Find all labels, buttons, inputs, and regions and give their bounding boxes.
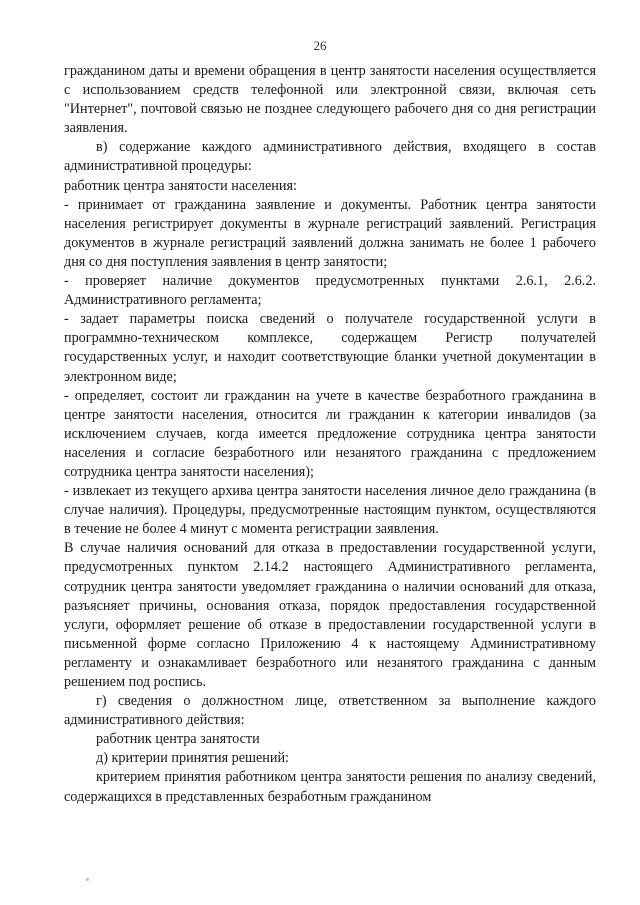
paragraph-extracts-archive: - извлекает из текущего архива центра занятости населения личное дело гражданина (в случае наличия). Процедуры, предусмотренные настоящим пунктом, осуществляются в течение не более 4 минут с момента регистрации заявления. — [64, 483, 596, 538]
paragraph-decision-criterion: критерием принятия работником центра занятости решения по анализу сведений, содержащихся в представленных безработным гражданином — [64, 769, 596, 805]
paragraph-responsible-worker: работник центра занятости — [96, 731, 260, 748]
paragraph-worker-heading: работник центра занятости населения: — [64, 177, 297, 194]
paragraph-checks-documents: - проверяет наличие документов предусмотренных пунктами 2.6.1, 2.6.2. Административного регламента; — [64, 273, 596, 309]
paragraph-item-d: д) критерии принятия решений: — [96, 750, 289, 767]
paragraph-accepts-application: - принимает от гражданина заявление и документы. Работник центра занятости населения регистрирует документы в журнале регистраций заявлений. Регистрация документов в журнале регистраций заявлений должна занимать не более 1 рабочего дня со дня поступления заявления в центр занятости; — [64, 196, 596, 270]
paragraph-refusal-grounds: В случае наличия оснований для отказа в предоставлении государственной услуги, предусмотренных пунктом 2.14.2 настоящего Административного регламента, сотрудник центра занятости уведомляет гражданина о наличии оснований для отказа, разъясняет причины, основания отказа, порядок предоставления государственной услуги, оформляет решение об отказе в предоставлении государственной услуги в письменной форме согласно Приложению 4 к настоящему Административному регламенту и ознакамливает безработного или незанятого гражданина с данным решением под роспись. — [64, 540, 596, 690]
paragraph-item-g: г) сведения о должностном лице, ответственном за выполнение каждого административного действия: — [64, 693, 596, 729]
scan-speck — [86, 878, 89, 881]
paragraph-determines-status: - определяет, состоит ли гражданин на учете в качестве безработного гражданина в центре занятости населения, относится ли гражданин к категории инвалидов (за исключением случаев, когда имеется предложение сотрудника центра занятости населения и согласие безработного или незанятого гражданина с предложением сотрудника центра занятости населения); — [64, 387, 596, 480]
paragraph-search-parameters: - задает параметры поиска сведений о получателе государственной услуги в программно-техническом комплексе, содержащем Регистр получателей государственных услуг, и находит соответствующие бланки учетной документации в электронном виде; — [64, 311, 596, 385]
paragraph-item-v: в) содержание каждого административного действия, входящего в состав административной процедуры: — [64, 139, 596, 175]
document-body — [64, 62, 596, 807]
paragraph-continuation: гражданином даты и времени обращения в центр занятости населения осуществляется с использованием средств телефонной или электронной связи, включая сеть "Интернет", почтовой связью не позднее следующего рабочего дня со дня регистрации заявления. — [64, 63, 596, 137]
page-number: 26 — [313, 38, 327, 53]
